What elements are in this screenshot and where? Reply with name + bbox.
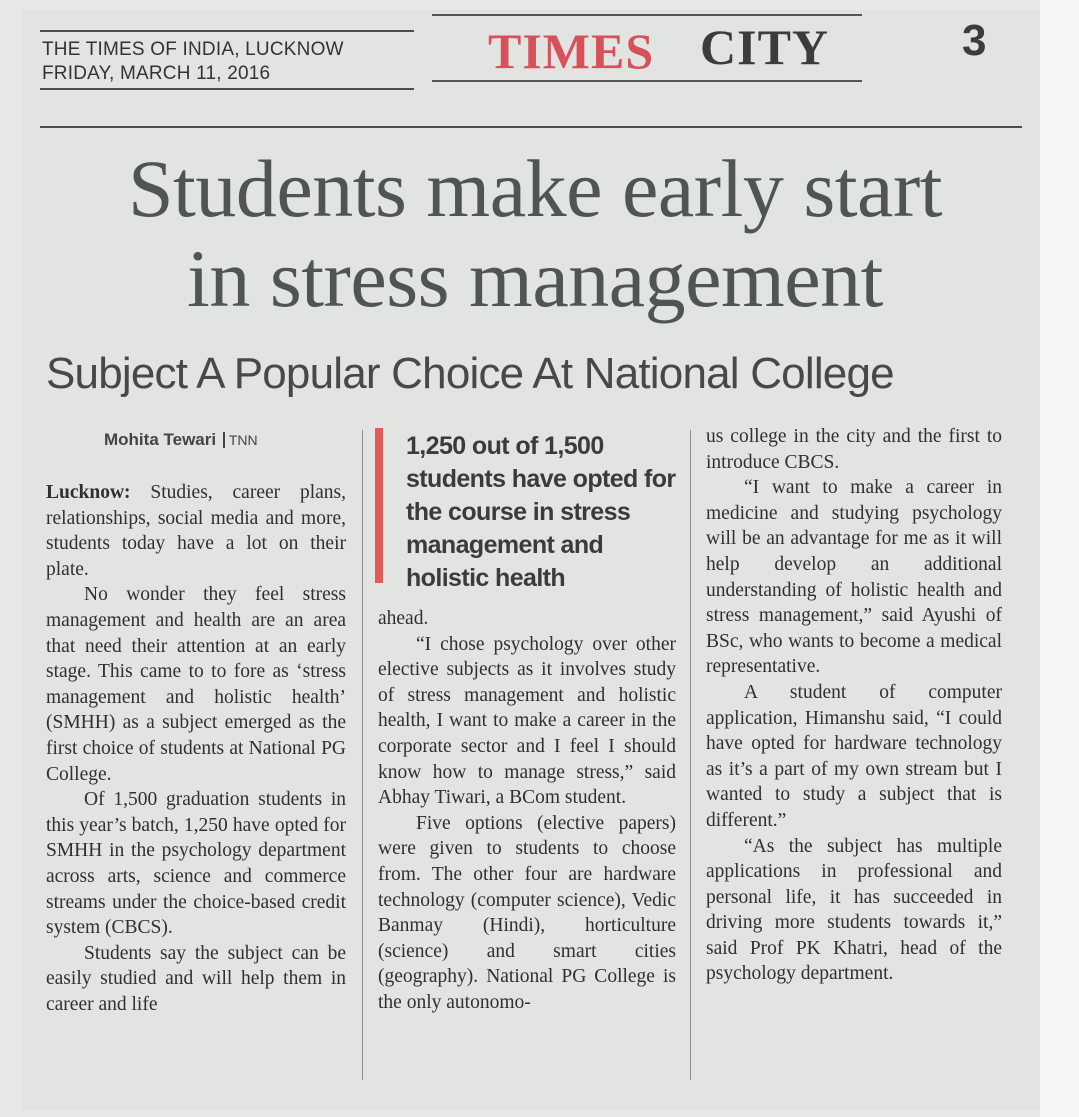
column-divider [362, 430, 363, 1080]
author-name: Mohita Tewari [104, 430, 217, 449]
headline-line-2: in stress management [187, 233, 883, 324]
pull-quote-accent-bar [375, 428, 383, 583]
paragraph: ahead. [378, 608, 429, 629]
section-title-city: CITY [700, 19, 830, 75]
page-number: 3 [962, 16, 987, 65]
subheadline: Subject A Popular Choice At National College [46, 349, 894, 398]
dateline: Lucknow: [46, 482, 131, 503]
paragraph: Five options (elective papers) were given to students to choose from. The other four are hardware technology (computer science), Vedic Banmay (Hindi), horticulture (science) and smart cities (geography). National PG College is the only autonomo- [378, 812, 676, 1013]
scan-edge [1040, 0, 1079, 1117]
paragraph: “As the subject has multiple applications in professional and personal life, it has succeeded in driving more students towards it,” said Prof PK Khatri, head of the psychology department. [706, 835, 1002, 985]
headline [40, 144, 1030, 324]
pull-quote: 1,250 out of 1,500 students have opted for the course in stress management and holistic health [406, 432, 676, 592]
paragraph: us college in the city and the first to introduce CBCS. [706, 426, 1002, 473]
headline-rule [40, 126, 1022, 128]
column-divider [690, 430, 691, 1080]
paragraph: “I chose psychology over other elective subjects as it involves study of stress management and holistic health, I want to make a career in the corporate sector and I feel I should know how to manage stress,” said Abhay Tiwari, a BCom student. [378, 633, 676, 809]
byline [104, 430, 258, 450]
publication-info [42, 38, 344, 86]
section-title-times: TIMES [488, 23, 655, 79]
header-rule-bottom [40, 88, 414, 90]
paragraph: Of 1,500 graduation students in this year’s batch, 1,250 have opted for SMHH in the psychology department across arts, science and commerce streams under the choice-based credit system (CBCS). [46, 789, 346, 939]
publication-name: THE TIMES OF INDIA, LUCKNOW [42, 39, 344, 60]
paragraph-text: Studies, career plans, relationships, social media and more, students today have a lot on their plate. [46, 482, 346, 580]
paragraph: “I want to make a career in medicine and studying psychology will be an advantage for me as it will help develop an additional understanding of holistic health and stress management,” said Ayushi of BSc, who wants to become a medical representative. [706, 477, 1002, 678]
article-column-2 [378, 606, 676, 1016]
publication-date: FRIDAY, MARCH 11, 2016 [42, 63, 271, 84]
agency-tag: TNN [223, 432, 258, 448]
paragraph: No wonder they feel stress management and health are an area that need their attention at an early stage. This came to to fore as ‘stress management and holistic health’ (SMHH) as a subject emerged as the first choice of students at National PG College. [46, 584, 346, 785]
article-column-3 [706, 424, 1002, 987]
paragraph [46, 480, 346, 582]
paragraph: Students say the subject can be easily studied and will help them in career and life [46, 942, 346, 1015]
header-rule-top [40, 30, 414, 32]
article-column-1 [46, 480, 346, 1017]
headline-line-1: Students make early start [127, 143, 943, 234]
paragraph: A student of computer application, Himanshu said, “I could have opted for hardware technology as it’s a part of my own stream but I wanted to study a subject that is different.” [706, 681, 1002, 831]
